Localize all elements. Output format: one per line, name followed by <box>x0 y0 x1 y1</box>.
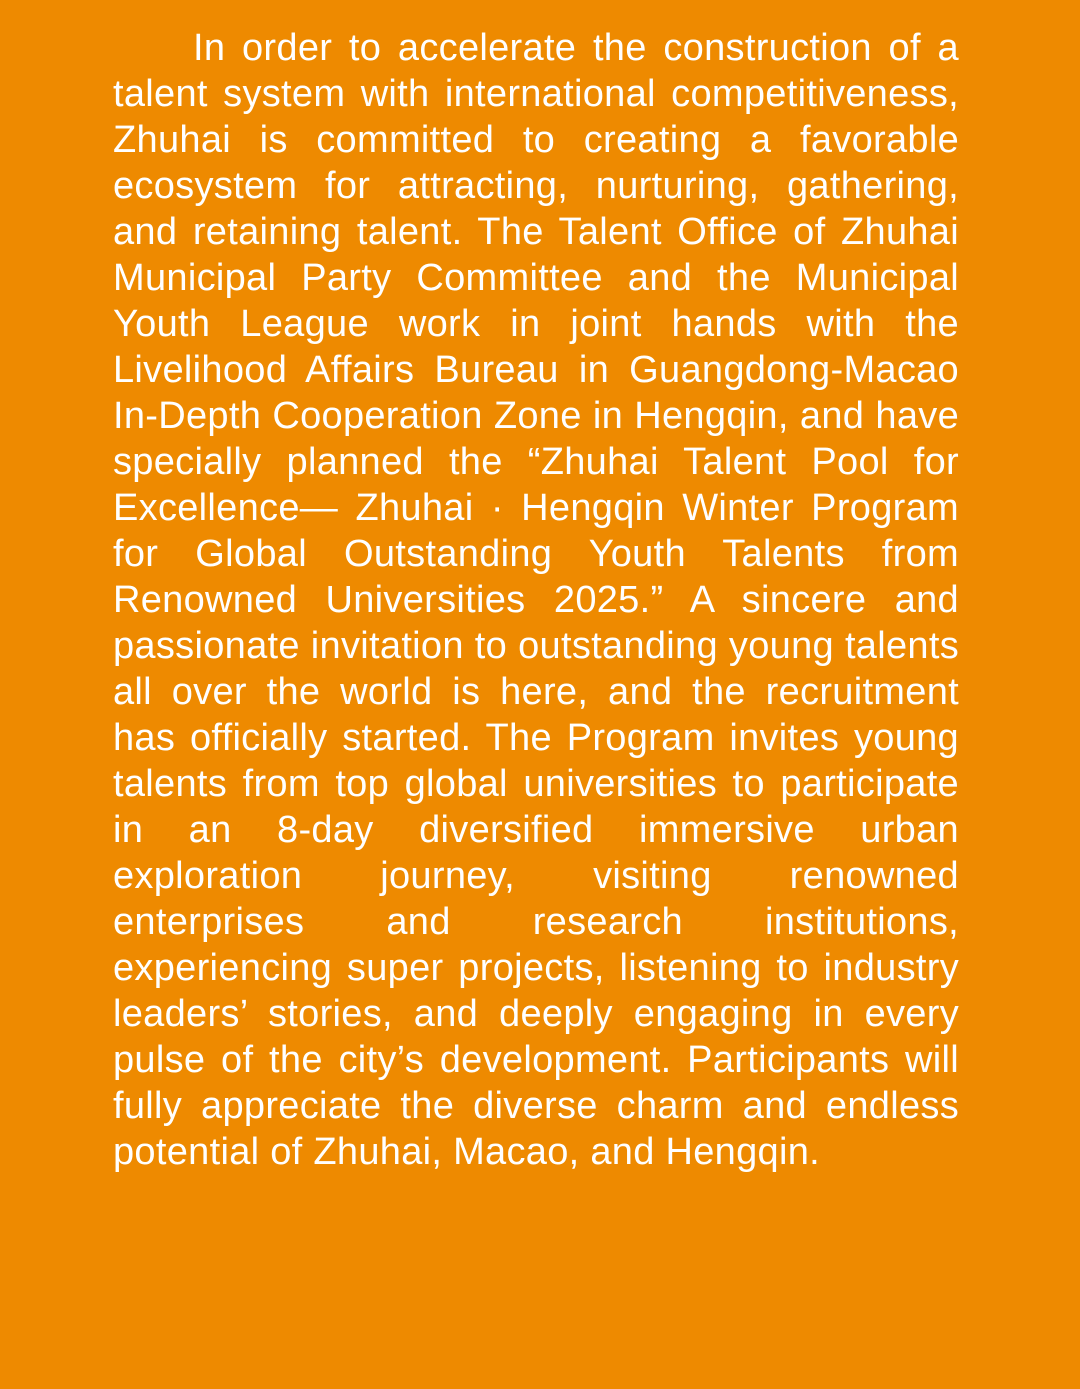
program-introduction-paragraph: In order to accelerate the construction of a talent system with international competitiveness, Zhuhai is committed to creating a favorable ecosystem for attracting, nurturing, gathering, and retaining talent. The Talent Office of Zhuhai Municipal Party Committee and the Municipal Youth League work in joint hands with the Livelihood Affairs Bureau in Guangdong-Macao In-Depth Cooperation Zone in Hengqin, and have specially planned the “Zhuhai Talent Pool for Excellence— Zhuhai · Hengqin Winter Program for Global Outstanding Youth Talents from Renowned Universities 2025.” A sincere and passionate invitation to outstanding young talents all over the world is here, and the recruitment has officially started. The Program invites young talents from top global universities to participate in an 8-day diversified immersive urban exploration journey, visiting renowned enterprises and research institutions, experiencing super projects, listening to industry leaders’ stories, and deeply engaging in every pulse of the city’s development. Participants will fully appreciate the diverse charm and endless potential of Zhuhai, Macao, and Hengqin. <box>113 27 959 1173</box>
